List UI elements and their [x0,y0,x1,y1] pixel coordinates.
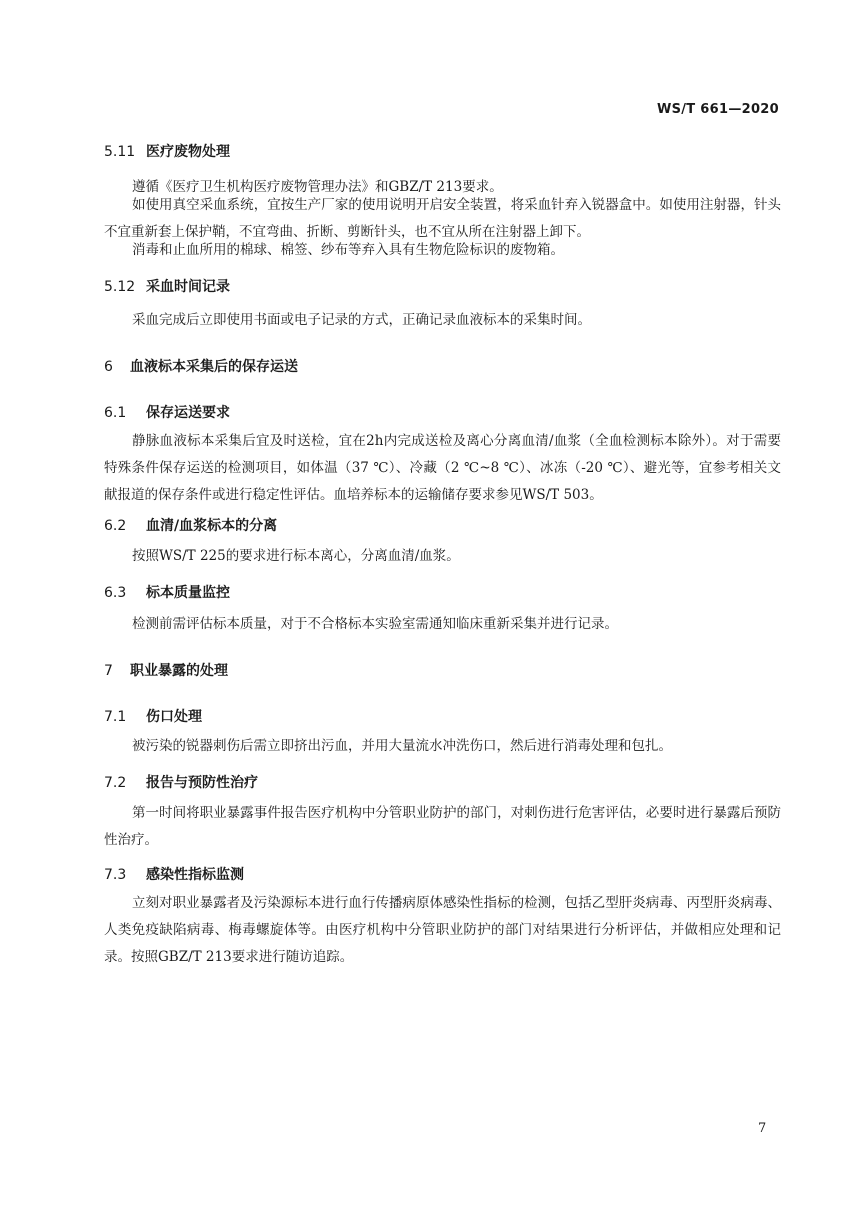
section-title: 采血时间记录 [146,279,230,295]
section-title: 报告与预防性治疗 [146,775,258,791]
paragraph: 静脉血液标本采集后宜及时送检，宜在2h内完成送检及离心分离血清/血浆（全血检测标本除外）。对于需要特殊条件保存运送的检测项目，如体温（37 ℃）、冷藏（2 ℃~8 ℃）、冰冻（-20 ℃）、避光等，宜参考相关文献报道的保存条件或进行稳定性评估。血培养标本的运输储存要求参见WS/T 503。 [104,433,781,503]
section-number: 6 [104,359,113,375]
paragraph: 检测前需评估标本质量，对于不合格标本实验室需通知临床重新采集并进行记录。 [132,616,618,632]
section-number: 7 [104,663,113,679]
section-title: 血液标本采集后的保存运送 [130,359,298,375]
paragraph: 如使用真空采血系统，宜按生产厂家的使用说明开启安全装置，将采血针弃入锐器盒中。如使用注射器，针头不宜重新套上保护鞘，不宜弯曲、折断、剪断针头，也不宜从所在注射器上卸下。 [104,197,781,240]
section-title: 伤口处理 [146,709,202,725]
section-number: 5.12 [104,279,136,295]
page-number: 7 [758,1121,767,1136]
section-heading-5-12 [104,276,230,296]
section-heading-6-3 [104,582,230,602]
paragraph: 按照WS/T 225的要求进行标本离心，分离血清/血浆。 [132,548,460,564]
section-number: 7.1 [104,709,127,725]
paragraph: 遵循《医疗卫生机构医疗废物管理办法》和GBZ/T 213要求。 [132,179,503,195]
section-title: 保存运送要求 [146,405,230,421]
paragraph: 采血完成后立即使用书面或电子记录的方式，正确记录血液标本的采集时间。 [132,312,591,328]
section-heading-6-1 [104,402,230,422]
section-title: 医疗废物处理 [146,144,230,160]
section-number: 6.2 [104,518,127,534]
paragraph: 立刻对职业暴露者及污染源标本进行血行传播病原体感染性指标的检测，包括乙型肝炎病毒、丙型肝炎病毒、人类免疫缺陷病毒、梅毒螺旋体等。由医疗机构中分管职业防护的部门对结果进行分析评估，并做相应处理和记录。按照GBZ/T 213要求进行随访追踪。 [104,895,781,965]
section-number: 6.3 [104,585,127,601]
section-heading-7-1 [104,706,202,726]
paragraph: 消毒和止血所用的棉球、棉签、纱布等弃入具有生物危险标识的废物箱。 [132,242,564,258]
section-number: 7.2 [104,775,127,791]
standard-number: WS/T 661—2020 [656,102,779,117]
section-title: 感染性指标监测 [146,867,244,883]
paragraph: 第一时间将职业暴露事件报告医疗机构中分管职业防护的部门，对刺伤进行危害评估，必要时进行暴露后预防性治疗。 [104,805,781,848]
section-heading-7 [104,660,228,680]
section-heading-5-11 [104,141,230,161]
section-number: 6.1 [104,405,127,421]
section-heading-6 [104,356,298,376]
section-title: 血清/血浆标本的分离 [146,518,278,534]
section-heading-7-3 [104,864,244,884]
section-number: 5.11 [104,144,136,160]
section-title: 职业暴露的处理 [130,663,228,679]
paragraph: 被污染的锐器刺伤后需立即挤出污血，并用大量流水冲洗伤口，然后进行消毒处理和包扎。 [132,738,672,754]
section-number: 7.3 [104,867,127,883]
section-title: 标本质量监控 [146,585,230,601]
section-heading-6-2 [104,515,277,535]
section-heading-7-2 [104,772,258,792]
